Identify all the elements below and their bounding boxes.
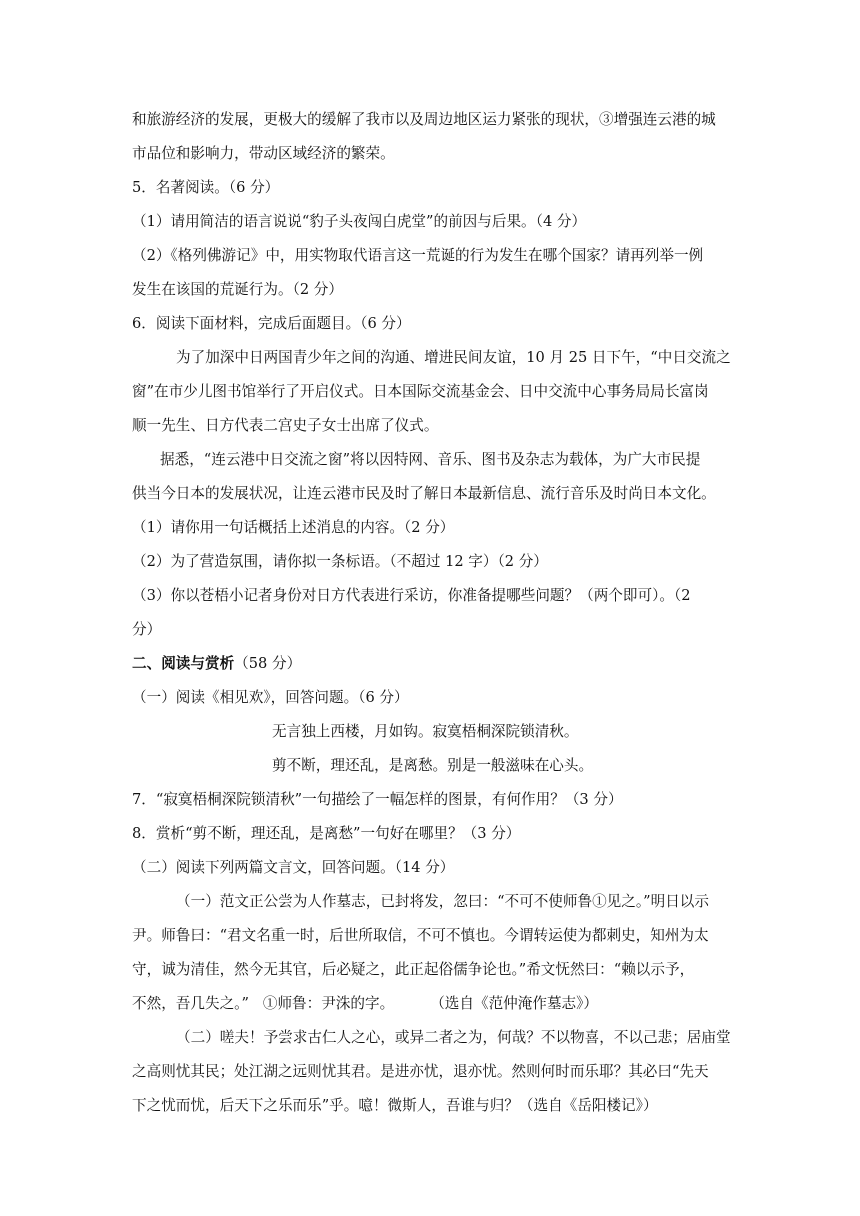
passage-line: 窗”在市少儿图书馆举行了开启仪式。日本国际交流基金会、日中交流中心事务局局长富岗 (132, 383, 709, 400)
text-line: 发生在该国的荒诞行为。（2 分） (132, 281, 343, 298)
classical-text-end: 不然，吾几失之。” (132, 995, 249, 1012)
section-heading-title: 二、阅读与赏析 (132, 655, 235, 672)
classical-text-line: 下之忧而忧，后天下之乐而乐”乎。噫！微斯人，吾谁与归？（选自《岳阳楼记》） (132, 1097, 658, 1114)
question-6: 6．阅读下面材料，完成后面题目。（6 分） (132, 315, 411, 332)
passage-line: 供当今日本的发展状况，让连云港市民及时了解日本最新信息、流行音乐及时尚日本文化。 (132, 485, 716, 502)
classical-text-line: 之高则忧其民；处江湖之远则忧其君。是进亦忧，退亦忧。然则何时而乐耶？其必曰“先天 (132, 1063, 709, 1080)
section-heading (132, 654, 301, 674)
question-5: 5．名著阅读。（6 分） (132, 179, 280, 196)
classical-text-line: 守，诚为清佳，然今无其官，后必疑之，此正起俗儒争论也。”希文怃然曰：“赖以示予， (132, 961, 695, 978)
passage-line: 为了加深中日两国青少年之间的沟通、增进民间友谊，10 月 25 日下午，“中日交流之 (176, 349, 731, 366)
section-heading-score: （58 分） (234, 655, 302, 672)
classical-text-line: 尹。师鲁曰：“君文名重一时，后世所取信，不可不慎也。今谓转运使为都刺史，知州为太 (132, 927, 709, 944)
question-5-1: （1）请用简洁的语言说说“豹子头夜闯白虎堂”的前因与后果。（4 分） (132, 213, 587, 230)
text-line: 和旅游经济的发展，更极大的缓解了我市以及周边地区运力紧张的现状，③增强连云港的城 (132, 111, 716, 128)
question-8: 8．赏析“剪不断，理还乱，是离愁”一句好在哪里？（3 分） (132, 825, 521, 842)
passage-line: 据悉，“连云港中日交流之窗”将以因特网、音乐、图书及杂志为载体，为广大市民提 (160, 451, 701, 468)
classical-text-line: （一）范文正公尝为人作墓志，已封将发，忽曰：“不可不使师鲁①见之。”明日以示 (176, 893, 709, 910)
classical-text-line (132, 994, 598, 1014)
text-line: 分） (132, 621, 162, 638)
question-5-2: （2）《格列佛游记》中，用实物取代语言这一荒诞的行为发生在哪个国家？请再列举一例 (132, 247, 704, 264)
passage-line: 顺一先生、日方代表二宫史子女士出席了仪式。 (132, 417, 439, 434)
source-citation: （选自《范仲淹作墓志》） (430, 995, 599, 1012)
text-line: 市品位和影响力，带动区域经济的繁荣。 (132, 145, 395, 162)
question-7: 7．“寂寞梧桐深院锁清秋”一句描绘了一幅怎样的图景，有何作用？（3 分） (132, 791, 623, 808)
reading-2-title: （二）阅读下列两篇文言文，回答问题。（14 分） (132, 859, 455, 876)
question-6-2: （2）为了营造氛围，请你拟一条标语。（不超过 12 字）（2 分） (132, 553, 548, 570)
classical-text-line: （二）嗟夫！予尝求古仁人之心，或异二者之为，何哉？不以物喜，不以己悲；居庙堂 (176, 1029, 731, 1046)
poem-line: 剪不断，理还乱，是离愁。别是一般滋味在心头。 (272, 757, 594, 774)
reading-1-title: （一）阅读《相见欢》，回答问题。（6 分） (132, 689, 409, 706)
question-6-3: （3）你以苍梧小记者身份对日方代表进行采访，你准备提哪些问题？（两个即可）。（2 (132, 587, 691, 604)
footnote: ①师鲁：尹洙的字。 (262, 995, 395, 1012)
poem-line: 无言独上西楼，月如钩。寂寞梧桐深院锁清秋。 (272, 723, 579, 740)
question-6-1: （1）请你用一句话概括上述消息的内容。（2 分） (132, 519, 455, 536)
